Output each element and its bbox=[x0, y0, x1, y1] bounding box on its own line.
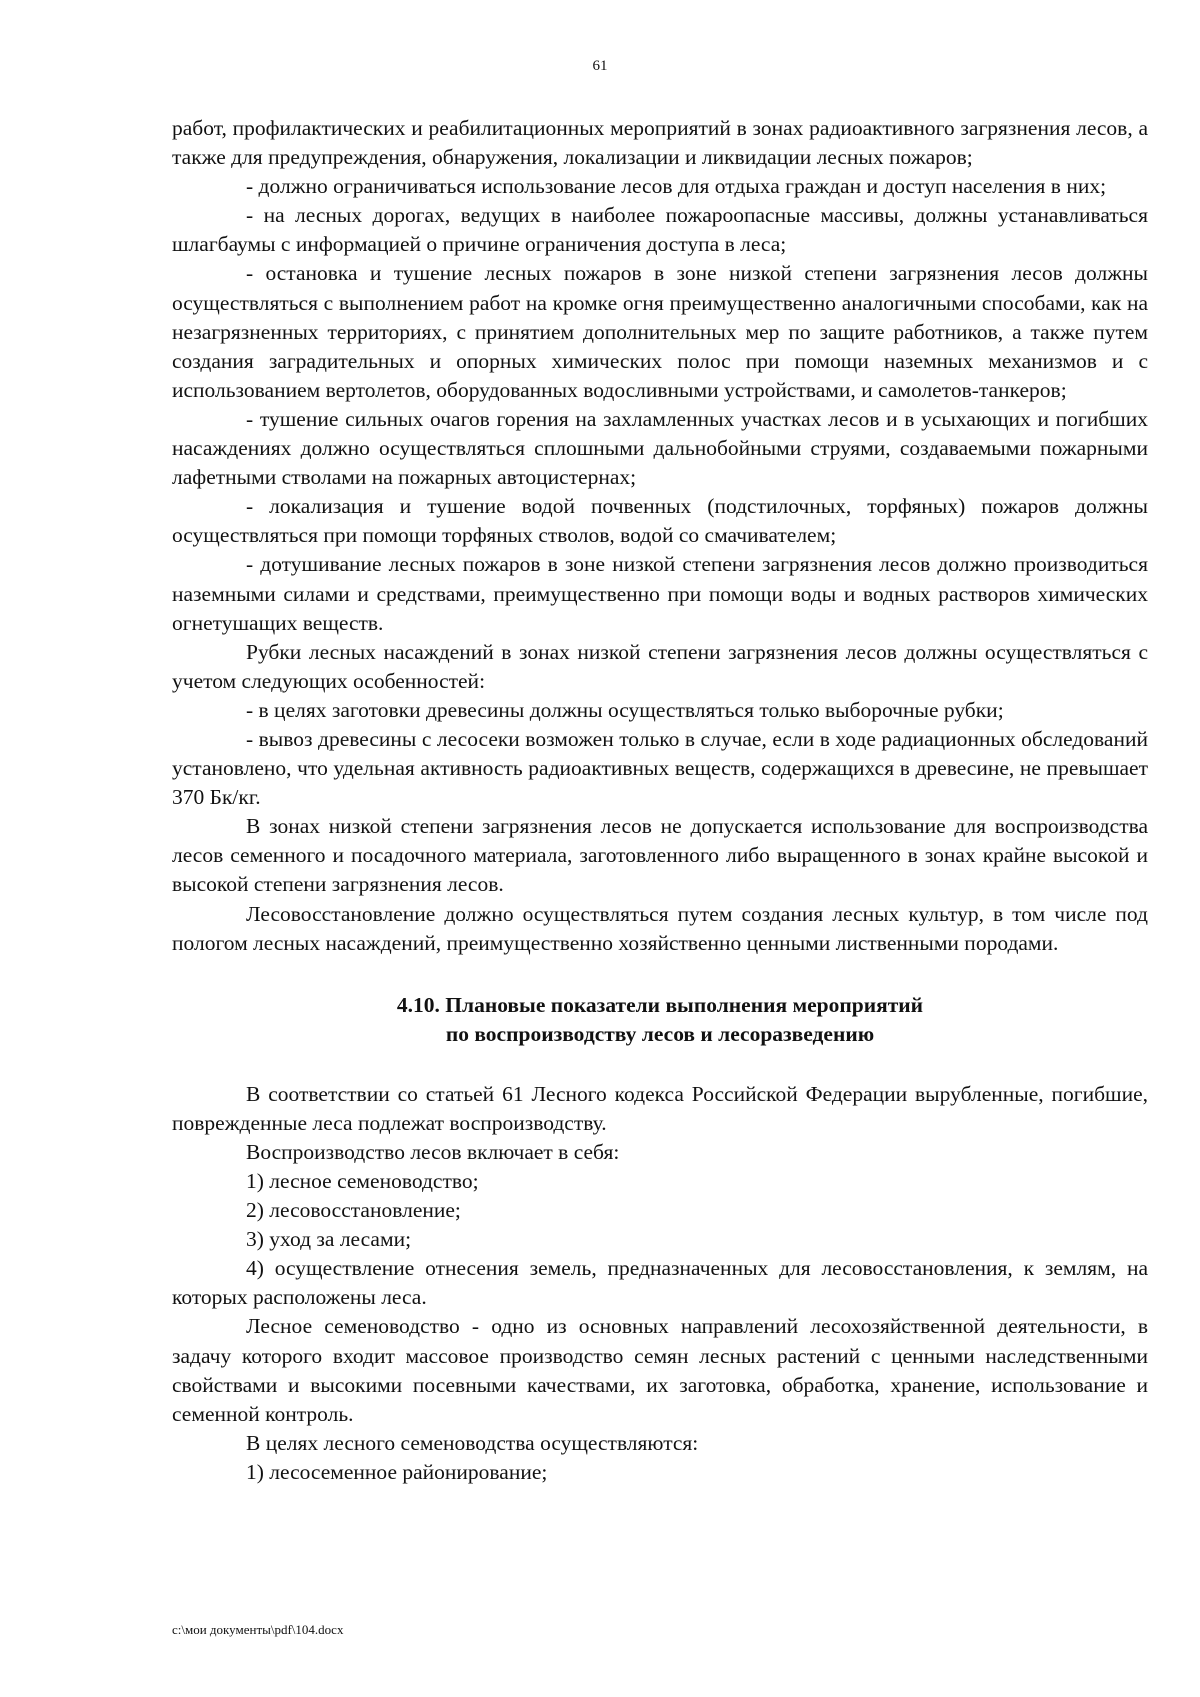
paragraph: - дотушивание лесных пожаров в зоне низкой степени загрязнения лесов должно производиться наземными силами и средствами, преимущественно при помощи воды и водных растворов химических огнетушащих веществ. bbox=[172, 552, 1148, 635]
paragraph: - должно ограничиваться использование лесов для отдыха граждан и доступ населения в них; bbox=[246, 174, 1107, 199]
paragraph: В соответствии со статьей 61 Лесного кодекса Российской Федерации вырубленные, погибшие, поврежденные леса подлежат воспроизводству. bbox=[172, 1081, 1148, 1135]
paragraph: - в целях заготовки древесины должны осуществляться только выборочные рубки; bbox=[246, 697, 1004, 722]
paragraph: В целях лесного семеноводства осуществляются: bbox=[246, 1430, 699, 1455]
paragraph: - локализация и тушение водой почвенных (подстилочных, торфяных) пожаров должны осуществляться при помощи торфяных стволов, водой со смачивателем; bbox=[172, 494, 1148, 548]
paragraph: - вывоз древесины с лесосеки возможен только в случае, если в ходе радиационных обследований установлено, что удельная активность радиоактивных веществ, содержащихся в древесине, не превышает 370 Бк/кг. bbox=[172, 726, 1148, 810]
paragraph: Лесное семеноводство - одно из основных направлений лесохозяйственной деятельности, в задачу которого входит массовое производство семян лесных растений с ценными наследственными свойствами и высокими посевными качествами, их заготовка, обработка, хранение, использование и семенной контроль. bbox=[172, 1314, 1148, 1426]
paragraph: 2) лесовосстановление; bbox=[246, 1198, 461, 1223]
paragraph: В зонах низкой степени загрязнения лесов не допускается использование для воспроизводства лесов семенного и посадочного материала, заготовленного либо выращенного в зонах крайне высокой и высокой степени загрязнения лесов. bbox=[172, 814, 1148, 897]
paragraph: - на лесных дорогах, ведущих в наиболее пожароопасные массивы, должны устанавливаться шлагбаумы с информацией о причине ограничения доступа в леса; bbox=[172, 203, 1148, 257]
paragraph: 4) осуществление отнесения земель, предназначенных для лесовосстановления, к землям, на которых расположены леса. bbox=[172, 1256, 1148, 1310]
page-number: 61 bbox=[592, 58, 608, 74]
paragraph: 1) лесное семеноводство; bbox=[246, 1169, 479, 1193]
paragraphs-top bbox=[172, 114, 1148, 958]
paragraph: Воспроизводство лесов включает в себя: bbox=[246, 1139, 620, 1164]
paragraph: 3) уход за лесами; bbox=[246, 1227, 412, 1252]
paragraph: 1) лесосеменное районирование; bbox=[246, 1459, 548, 1484]
file-path-footer: c:\мои документы\pdf\104.docx bbox=[172, 1622, 344, 1637]
paragraphs-bottom bbox=[172, 1080, 1148, 1487]
paragraph: Лесовосстановление должно осуществляться путем создания лесных культур, в том числе под пологом лесных насаждений, преимущественно хозяйственно ценными лиственными породами. bbox=[172, 901, 1148, 955]
section-heading-line-2: по воспроизводству лесов и лесоразведению bbox=[445, 1021, 875, 1046]
paragraph: - остановка и тушение лесных пожаров в зоне низкой степени загрязнения лесов должны осуществляться с выполнением работ на кромке огня преимущественно аналогичными способами, как на незагрязненных территориях, с принятием дополнительных мер по защите работников, а также путем создания заградительных и опорных химических полос при помощи наземных механизмов и с использованием вертолетов, оборудованных водосливными устройствами, и самолетов-танкеров; bbox=[172, 261, 1148, 402]
section-heading-line-1: 4.10. Плановые показатели выполнения мероприятий bbox=[396, 992, 924, 1017]
paragraph: работ, профилактических и реабилитационных мероприятий в зонах радиоактивного загрязнения лесов, а также для предупреждения, обнаружения, локализации и ликвидации лесных пожаров; bbox=[172, 116, 1148, 170]
paragraph: - тушение сильных очагов горения на захламленных участках лесов и в усыхающих и погибших насаждениях должно осуществляться сплошными дальнобойными струями, создаваемыми пожарными лафетными стволами на пожарных автоцистернах; bbox=[172, 406, 1148, 490]
section-heading bbox=[172, 991, 1148, 1049]
document-body bbox=[172, 114, 1148, 1487]
paragraph: Рубки лесных насаждений в зонах низкой степени загрязнения лесов должны осуществляться с учетом следующих особенностей: bbox=[172, 639, 1148, 693]
